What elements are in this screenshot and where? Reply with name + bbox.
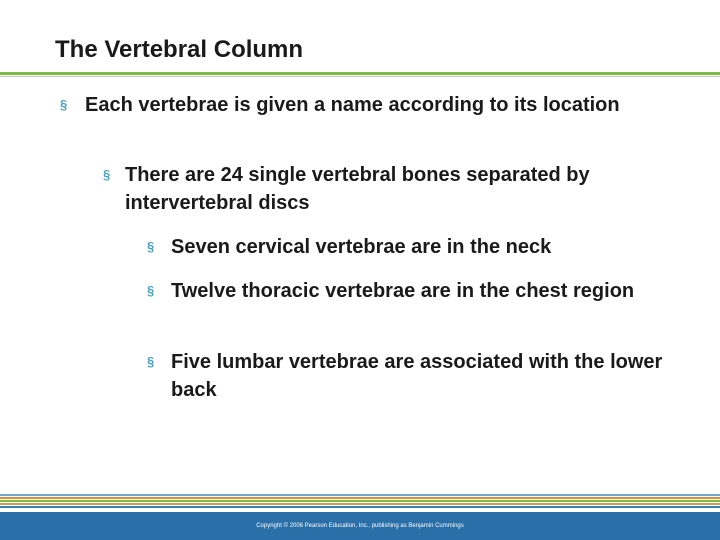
bullet-marker: § — [147, 354, 155, 369]
bullet-text: There are 24 single vertebral bones separated by intervertebral discs — [125, 164, 590, 214]
footer-stripes — [0, 494, 720, 512]
bullet-text: Five lumbar vertebrae are associated with the lower back — [171, 351, 663, 401]
bullet-marker: § — [147, 239, 155, 254]
bullet-level-3 — [147, 233, 687, 261]
bullet-level-3 — [147, 348, 687, 404]
bullet-marker: § — [147, 283, 155, 298]
footer-stripe — [0, 494, 720, 496]
bullet-marker: § — [60, 97, 68, 112]
slide-title: The Vertebral Column — [55, 36, 304, 63]
bullet-text: Seven cervical vertebrae are in the neck — [171, 236, 552, 258]
footer-stripe — [0, 497, 720, 499]
bullet-level-3 — [147, 277, 687, 305]
footer-stripe — [0, 503, 720, 505]
footer-stripe — [0, 506, 720, 508]
title-underline-gray — [0, 76, 720, 77]
bullet-text: Each vertebrae is given a name according to its location — [85, 94, 620, 116]
bullet-marker: § — [103, 167, 111, 182]
bullet-level-2 — [103, 161, 673, 217]
copyright-notice: Copyright © 2006 Pearson Education, Inc., publishing as Benjamin Cummings — [256, 523, 464, 529]
bullet-level-1 — [60, 91, 660, 119]
bullet-text: Twelve thoracic vertebrae are in the chest region — [171, 280, 635, 302]
title-underline-green — [0, 72, 720, 75]
footer-stripe — [0, 500, 720, 502]
